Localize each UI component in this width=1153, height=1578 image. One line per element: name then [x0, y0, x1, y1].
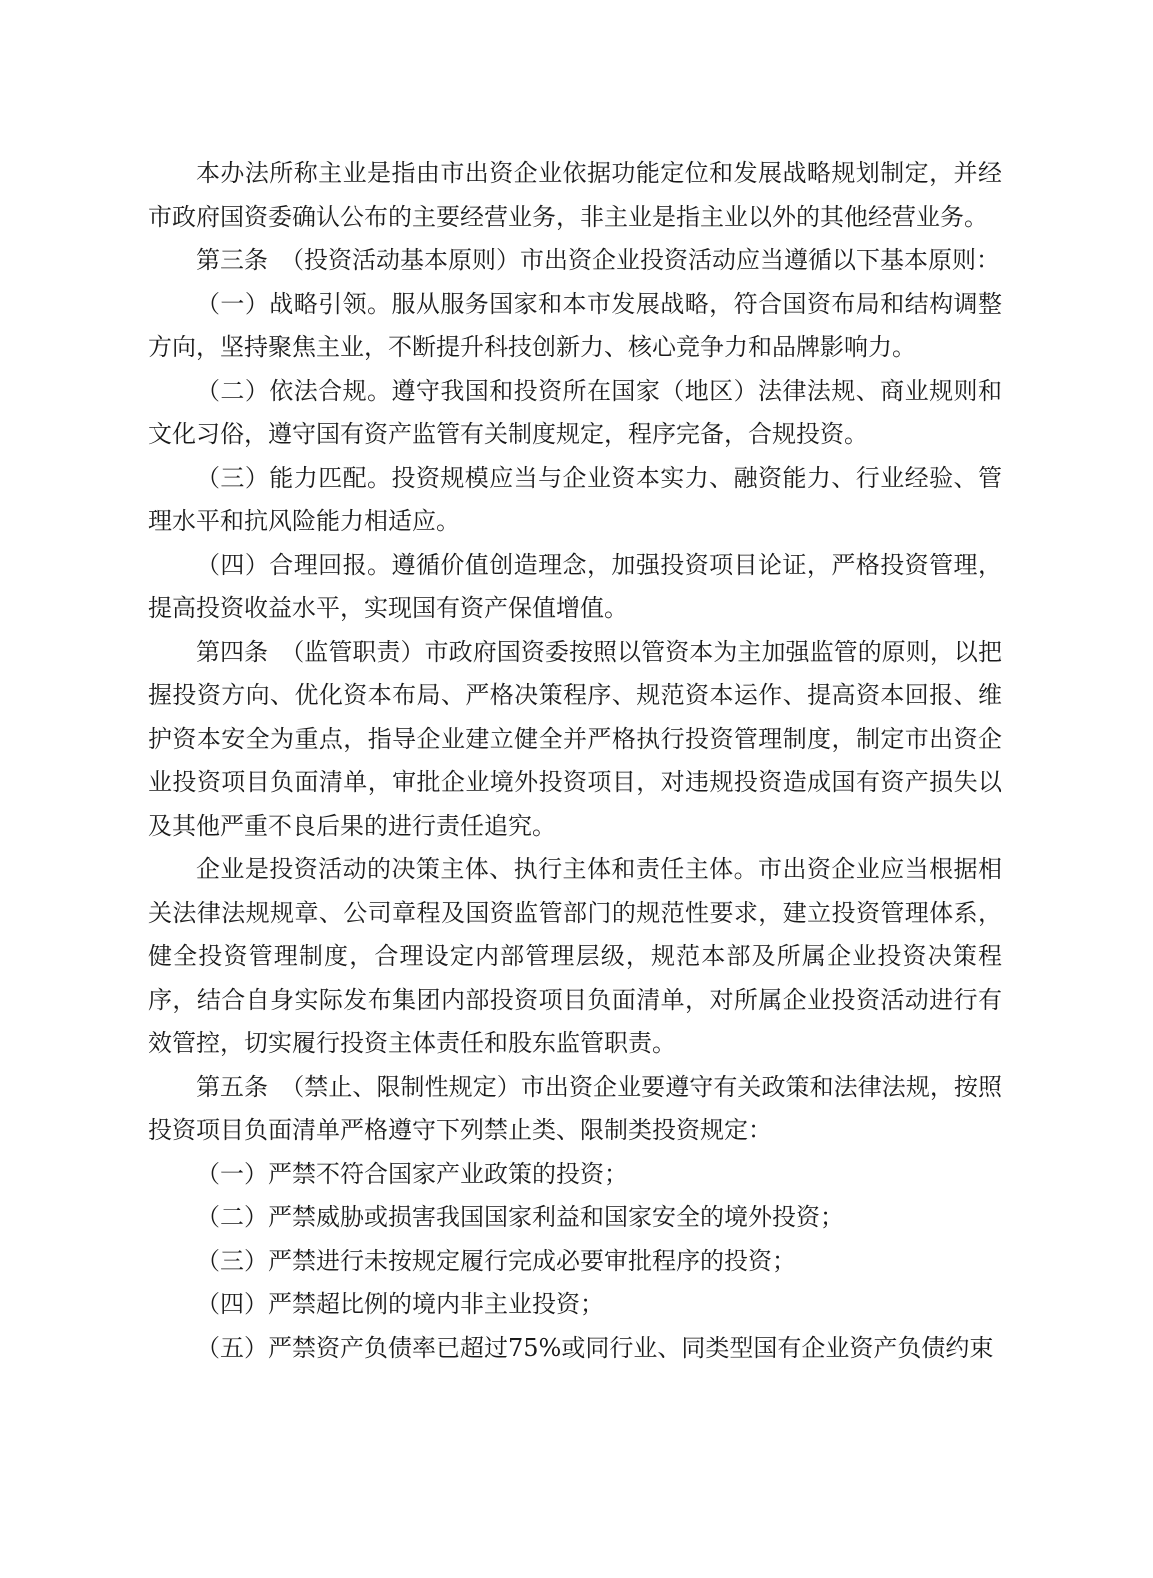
- paragraph-prohibition-1: （一）严禁不符合国家产业政策的投资；: [196, 1159, 628, 1188]
- document-body: [148, 152, 1002, 1370]
- paragraph-principle-2: （二）依法合规。遵守我国和投资所在国家（地区）法律法规、商业规则和文化习俗，遵守国有资产监管有关制度规定，程序完备，合规投资。: [148, 376, 1002, 448]
- paragraph-principle-3: （三）能力匹配。投资规模应当与企业资本实力、融资能力、行业经验、管理水平和抗风险能力相适应。: [148, 463, 1002, 535]
- paragraph-principle-4: （四）合理回报。遵循价值创造理念，加强投资项目论证，严格投资管理，提高投资收益水平，实现国有资产保值增值。: [148, 550, 1002, 622]
- paragraph-article-5: 第五条 （禁止、限制性规定）市出资企业要遵守有关政策和法律法规，按照投资项目负面清单严格遵守下列禁止类、限制类投资规定：: [148, 1072, 1002, 1144]
- paragraph-prohibition-2: （二）严禁威胁或损害我国国家利益和国家安全的境外投资；: [196, 1203, 844, 1231]
- paragraph-article-3: 第三条 （投资活动基本原则）市出资企业投资活动应当遵循以下基本原则：: [196, 246, 1000, 274]
- paragraph-enterprise-responsibility: 企业是投资活动的决策主体、执行主体和责任主体。市出资企业应当根据相关法律法规规章、公司章程及国资监管部门的规范性要求，建立投资管理体系，健全投资管理制度，合理设定内部管理层级，规范本部及所属企业投资决策程序，结合自身实际发布集团内部投资项目负面清单，对所属企业投资活动进行有效管控，切实履行投资主体责任和股东监管职责。: [148, 855, 1002, 1057]
- paragraph-prohibition-4: （四）严禁超比例的境内非主业投资；: [196, 1290, 604, 1318]
- paragraph-principle-1: （一）战略引领。服从服务国家和本市发展战略，符合国资布局和结构调整方向，坚持聚焦主业，不断提升科技创新力、核心竞争力和品牌影响力。: [148, 289, 1002, 361]
- paragraph-main-business-definition: 本办法所称主业是指由市出资企业依据功能定位和发展战略规划制定，并经市政府国资委确认公布的主要经营业务，非主业是指主业以外的其他经营业务。: [148, 159, 1002, 231]
- paragraph-prohibition-5: （五）严禁资产负债率已超过75%或同行业、同类型国有企业资产负债约束: [196, 1333, 994, 1362]
- paragraph-article-4: 第四条 （监管职责）市政府国资委按照以管资本为主加强监管的原则，以把握投资方向、优化资本布局、严格决策程序、规范资本运作、提高资本回报、维护资本安全为重点，指导企业建立健全并严格执行投资管理制度，制定市出资企业投资项目负面清单，审批企业境外投资项目，对违规投资造成国有资产损失以及其他严重不良后果的进行责任追究。: [148, 637, 1002, 840]
- paragraph-prohibition-3: （三）严禁进行未按规定履行完成必要审批程序的投资；: [196, 1246, 796, 1275]
